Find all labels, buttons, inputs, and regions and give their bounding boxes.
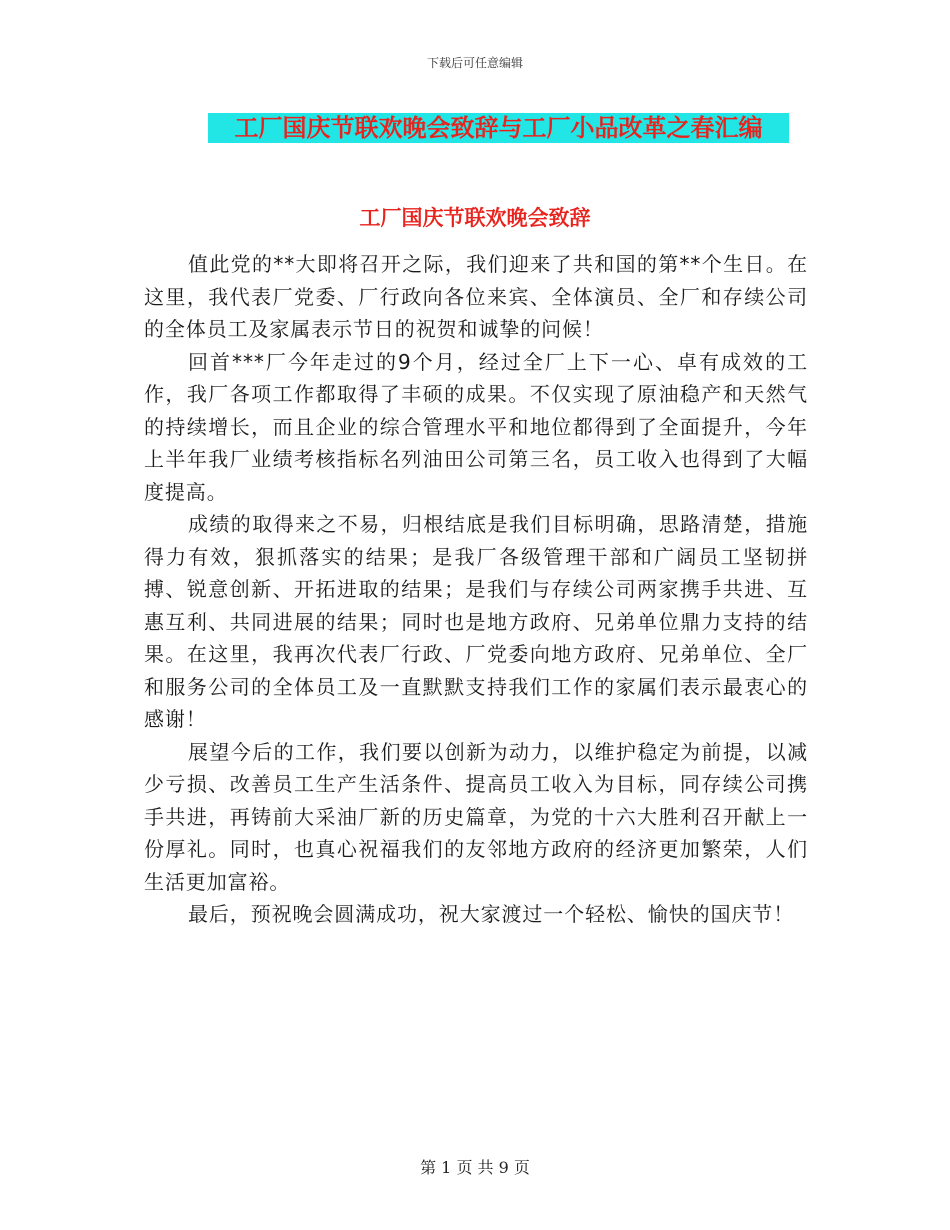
page-number-footer: 第 1 页 共 9 页 xyxy=(420,1158,530,1177)
paragraph: 回首***厂今年走过的9个月，经过全厂上下一心、卓有成效的工作，我厂各项工作都取得了丰硕的成果。不仅实现了原油稳产和天然气的持续增长，而且企业的综合管理水平和地位都得到了全面提升，今年上半年我厂业绩考核指标名列油田公司第三名，员工收入也得到了大幅度提高。 xyxy=(144,349,808,504)
document-title: 工厂国庆节联欢晚会致辞与工厂小品改革之春汇编 xyxy=(234,114,763,142)
document-title-highlight xyxy=(208,113,789,143)
paragraph: 成绩的取得来之不易，归根结底是我们目标明确，思路清楚，措施得力有效，狠抓落实的结果；是我厂各级管理干部和广阔员工坚韧拼搏、锐意创新、开拓进取的结果；是我们与存续公司两家携手共进、互惠互利、共同进展的结果；同时也是地方政府、兄弟单位鼎力支持的结果。在这里，我再次代表厂行政、厂党委向地方政府、兄弟单位、全厂和服务公司的全体员工及一直默默支持我们工作的家属们表示最衷心的感谢！ xyxy=(144,512,808,731)
paragraph: 最后，预祝晚会圆满成功，祝大家渡过一个轻松、愉快的国庆节！ xyxy=(188,902,795,926)
paragraph: 值此党的**大即将召开之际，我们迎来了共和国的第**个生日。在这里，我代表厂党委、厂行政向各位来宾、全体演员、全厂和存续公司的全体员工及家属表示节日的祝贺和诚挚的问候！ xyxy=(144,252,808,341)
page-header-note: 下载后可任意编辑 xyxy=(426,56,523,70)
document-body xyxy=(144,248,808,931)
section-title: 工厂国庆节联欢晚会致辞 xyxy=(359,206,591,230)
paragraph: 展望今后的工作，我们要以创新为动力，以维护稳定为前提，以减少亏损、改善员工生产生活条件、提高员工收入为目标，同存续公司携手共进，再铸前大采油厂新的历史篇章，为党的十六大胜利召开献上一份厚礼。同时，也真心祝福我们的友邻地方政府的经济更加繁荣，人们生活更加富裕。 xyxy=(144,739,808,894)
